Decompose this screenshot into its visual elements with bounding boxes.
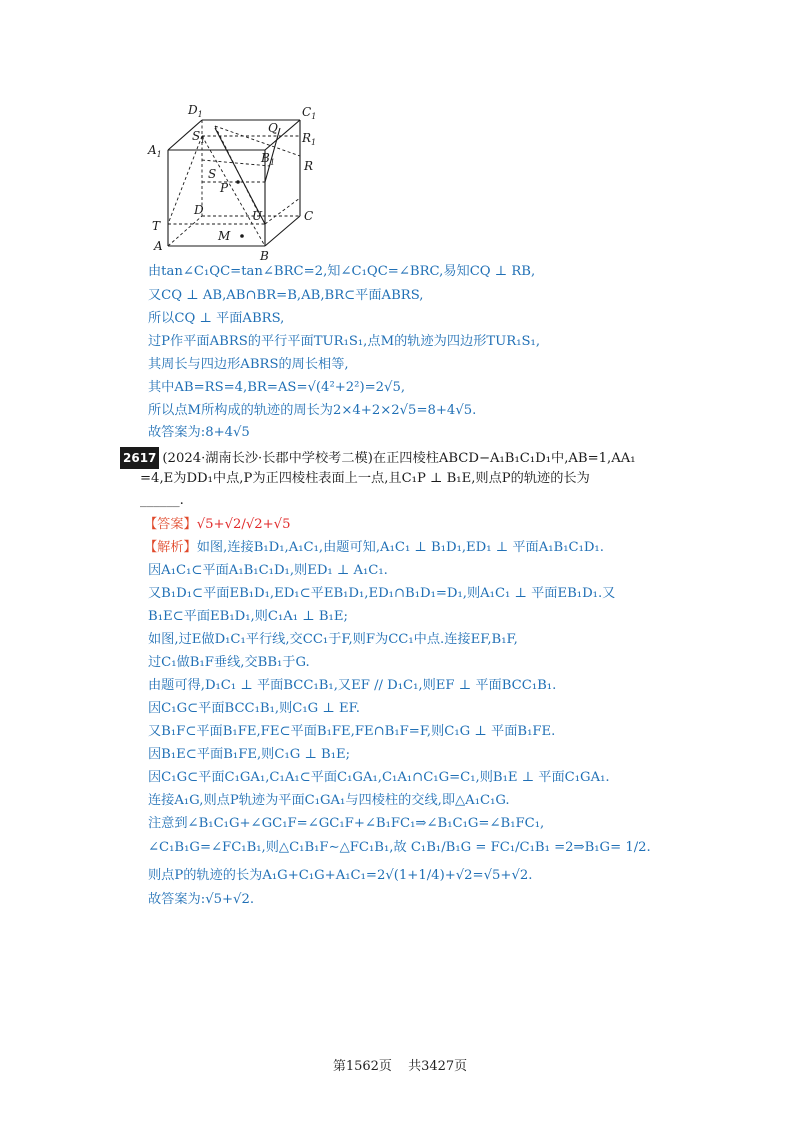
label-M: M [218, 229, 231, 243]
analysis-line: 过C₁做B₁F垂线,交BB₁于G. [148, 655, 310, 670]
analysis-line: 因C₁G⊂平面C₁GA₁,C₁A₁⊂平面C₁GA₁,C₁A₁∩C₁G=C₁,则B₁E ⊥ 平面C₁GA₁. [148, 770, 610, 785]
analysis-line: 因A₁C₁⊂平面A₁B₁C₁D₁,则ED₁ ⊥ A₁C₁. [148, 563, 388, 578]
analysis-line: 则点P的轨迹的长为A₁G+C₁G+A₁C₁=2√(1+1/4)+√2=√5+√2. [148, 868, 533, 883]
label-B1: $B_1$ [261, 151, 275, 167]
label-B: B [260, 249, 269, 263]
analysis-line: 因B₁E⊂平面B₁FE,则C₁G ⊥ B₁E; [148, 747, 351, 762]
solution-line: 过P作平面ABRS的平行平面TUR₁S₁,点M的轨迹为四边形TUR₁S₁, [148, 334, 541, 349]
solution-line: 由tan∠C₁QC=tan∠BRC=2,知∠C₁QC=∠BRC,易知CQ ⊥ RB, [148, 264, 536, 279]
cube-diagram [140, 98, 330, 266]
analysis-line: 故答案为:√5+√2. [148, 892, 255, 907]
label-S1: $S_1$ [192, 129, 206, 145]
question-blank: ______. [140, 493, 184, 508]
label-A1: $A_1$ [148, 143, 162, 159]
answer-tag: 【答案】 [144, 517, 197, 532]
analysis-line-first [144, 538, 604, 558]
solution-line: 又CQ ⊥ AB,AB∩BR=B,AB,BR⊂平面ABRS, [148, 288, 424, 303]
analysis-line: 由题可得,D₁C₁ ⊥ 平面BCC₁B₁,又EF // D₁C₁,则EF ⊥ 平面BCC₁B₁. [148, 678, 557, 693]
analysis-tag: 【解析】 [144, 540, 197, 555]
label-A: A [154, 239, 163, 253]
label-D1: $D_1$ [188, 103, 203, 119]
solution-line: 所以点M所构成的轨迹的周长为2×4+2×2√5=8+4√5. [148, 403, 477, 418]
solution-line: 其周长与四边形ABRS的周长相等, [148, 357, 349, 372]
label-C: C [304, 209, 314, 223]
analysis-line: 又B₁F⊂平面B₁FE,FE⊂平面B₁FE,FE∩B₁F=F,则C₁G ⊥ 平面B₁FE. [148, 724, 556, 739]
label-P: P [220, 181, 229, 195]
page-number: 第1562页 [332, 1059, 392, 1074]
analysis-line: 又B₁D₁⊂平面EB₁D₁,ED₁⊂平EB₁D₁,ED₁∩B₁D₁=D₁,则A₁C₁ ⊥ 平面EB₁D₁.又 [148, 586, 616, 601]
analysis-line: 如图,过E做D₁C₁平行线,交CC₁于F,则F为CC₁中点.连接EF,B₁F, [148, 632, 518, 647]
analysis-first-text: 如图,连接B₁D₁,A₁C₁,由题可知,A₁C₁ ⊥ B₁D₁,ED₁ ⊥ 平面A₁B₁C₁D₁. [196, 540, 604, 555]
label-C1: $C_1$ [302, 105, 317, 121]
analysis-line: B₁E⊂平面EB₁D₁,则C₁A₁ ⊥ B₁E; [148, 609, 348, 624]
label-D: D [194, 203, 204, 217]
analysis-line: 注意到∠B₁C₁G+∠GC₁F=∠GC₁F+∠B₁FC₁⇒∠B₁C₁G=∠B₁FC₁, [148, 816, 545, 831]
analysis-line: ∠C₁B₁G=∠FC₁B₁,则△C₁B₁F∼△FC₁B₁,故 C₁B₁/B₁G = FC₁/C₁B₁ =2⇒B₁G= 1/2. [148, 840, 651, 855]
label-Q: Q [268, 121, 278, 135]
total-pages: 共3427页 [408, 1059, 468, 1074]
label-T: T [152, 219, 161, 233]
label-S: S [208, 167, 217, 181]
analysis-line: 连接A₁G,则点P轨迹为平面C₁GA₁与四棱柱的交线,即△A₁C₁G. [148, 793, 510, 808]
question-number: 2617 [120, 447, 159, 469]
answer-text: √5+√2/√2+√5 [196, 517, 291, 532]
solution-line: 所以CQ ⊥ 平面ABRS, [148, 311, 285, 326]
question-line-2: =4,E为DD₁中点,P为正四棱柱表面上一点,且C₁P ⊥ B₁E,则点P的轨迹的长为 [140, 471, 590, 486]
label-U: U [252, 209, 263, 223]
label-R: R [304, 159, 314, 173]
solution-line: 故答案为:8+4√5 [148, 425, 250, 440]
solution-line: 其中AB=RS=4,BR=AS=√(4²+2²)=2√5, [148, 380, 406, 395]
question-line-1 [120, 447, 636, 469]
question-text-1: (2024·湖南长沙·长郡中学校考二模)在正四棱柱ABCD−A₁B₁C₁D₁中,AB=1,AA₁ [162, 451, 636, 466]
answer-line [144, 515, 290, 535]
label-R1: $R_1$ [302, 131, 317, 147]
page-footer [0, 1055, 800, 1074]
analysis-line: 因C₁G⊂平面BCC₁B₁,则C₁G ⊥ EF. [148, 701, 360, 716]
